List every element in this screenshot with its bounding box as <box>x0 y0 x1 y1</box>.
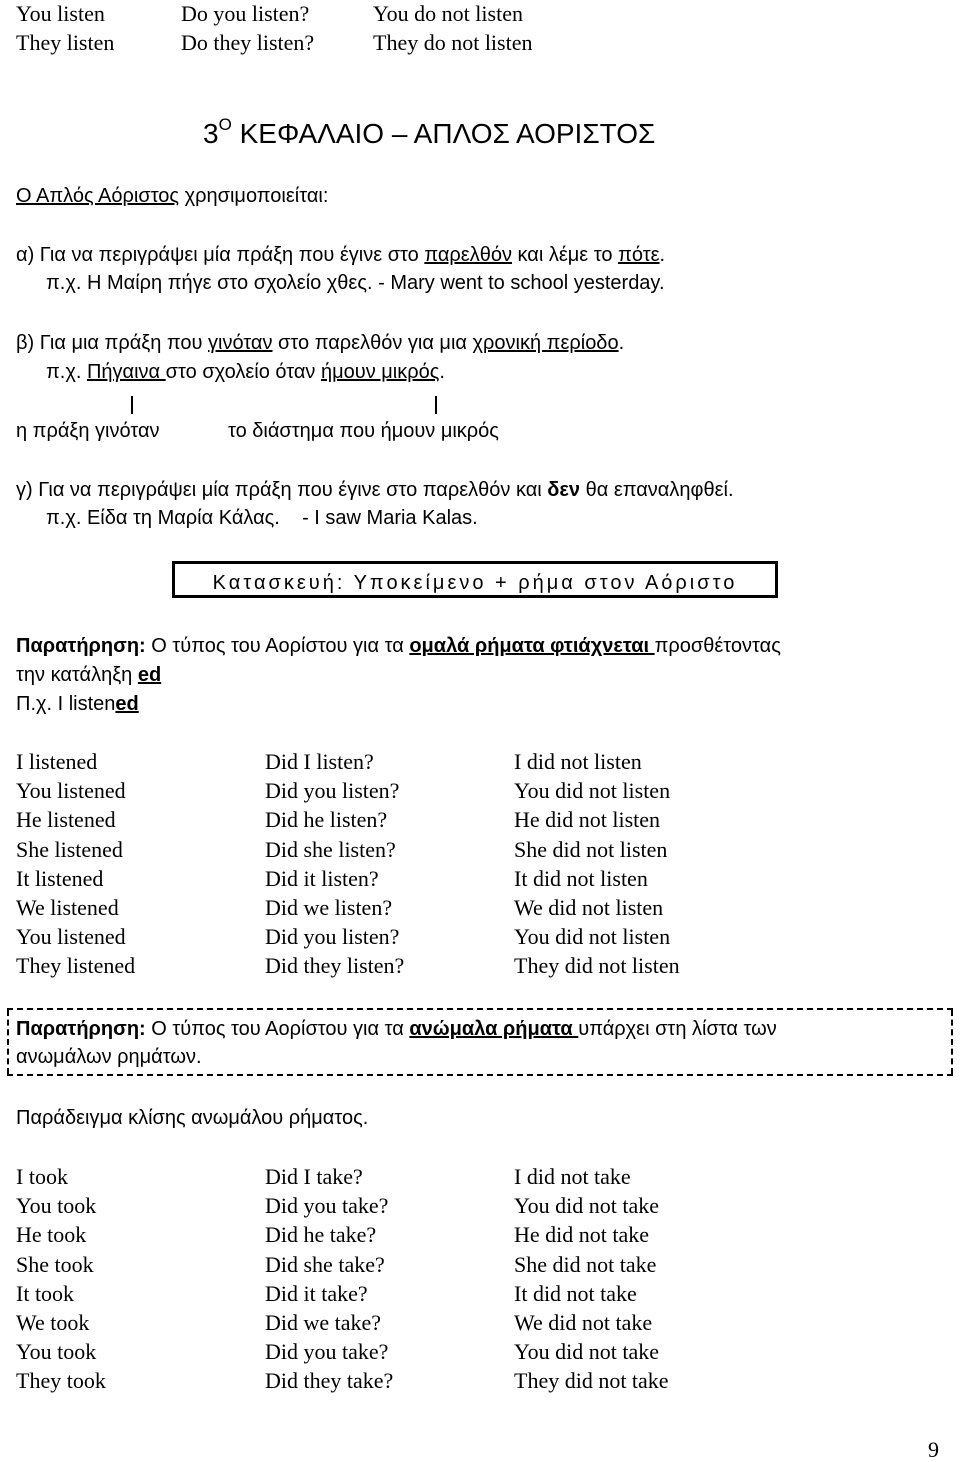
usage-gamma-line: γ) Για να περιγράψει μία πράξη που έγινε στο παρελθόν και δεν θα επαναληφθεί. <box>16 479 734 501</box>
construction-text: Κατασκευή: Υποκείμενο + ρήμα στον Αόριστο <box>212 572 738 594</box>
conjugation-cell: They listened <box>16 953 136 979</box>
conjugation-cell: Did you take? <box>265 1193 389 1219</box>
conjugation-cell: Did I listen? <box>265 749 374 774</box>
regular-verbs-example: Π.χ. I listened <box>16 693 139 715</box>
conjugation-cell: Did they take? <box>265 1368 394 1394</box>
conjugation-cell: It did not take <box>514 1280 637 1306</box>
page-number: 9 <box>928 1437 939 1462</box>
conjugation-cell: Did she take? <box>265 1251 385 1277</box>
conjugation-cell: He did not listen <box>514 807 661 833</box>
conjugation-cell: You took <box>16 1193 97 1219</box>
chapter-title-sup: Ο <box>218 115 232 134</box>
conjugation-cell: Did I take? <box>265 1164 363 1189</box>
conjugation-cell: We took <box>16 1310 90 1335</box>
pointer-bar <box>131 396 133 414</box>
conjugation-cell: He listened <box>16 807 116 833</box>
note-period: το διάστημα που ήμουν μικρός <box>228 420 499 442</box>
example-heading: Παράδειγμα κλίσης ανωμάλου ρήματος. <box>16 1107 369 1129</box>
usage-beta-example: π.χ. Πήγαινα στο σχολείο όταν ήμουν μικρός. <box>46 361 445 383</box>
conjugation-cell: They did not listen <box>514 953 680 979</box>
conjugation-cell: Did you listen? <box>265 924 400 950</box>
conjugation-cell: I took <box>16 1164 68 1189</box>
conjugation-cell: Did it take? <box>265 1280 368 1306</box>
present-cell: They listen <box>16 30 115 55</box>
conjugation-cell: You did not take <box>514 1339 660 1365</box>
conjugation-cell: We did not take <box>514 1310 653 1335</box>
conjugation-cell: They did not take <box>514 1368 669 1394</box>
chapter-title-text: ΚΕΦΑΛΑΙΟ – ΑΠΛΟΣ ΑΟΡΙΣΤΟΣ <box>231 118 656 149</box>
conjugation-cell: She listened <box>16 836 123 862</box>
conjugation-cell: I listened <box>16 749 98 774</box>
conjugation-cell: You took <box>16 1339 97 1365</box>
conjugation-cell: Did he take? <box>265 1222 377 1248</box>
chapter-title-number: 3 <box>203 118 219 149</box>
conjugation-cell: It listened <box>16 865 104 891</box>
conjugation-cell: I did not take <box>514 1164 631 1189</box>
conjugation-cell: You listened <box>16 924 126 950</box>
conjugation-cell: Did you take? <box>265 1339 389 1365</box>
conjugation-cell: Did you listen? <box>265 778 400 804</box>
usage-heading: Ο Απλός Αόριστος χρησιμοποιείται: <box>16 185 329 207</box>
frame-left <box>7 1010 9 1074</box>
conjugation-cell: It did not listen <box>514 865 648 891</box>
conjugation-cell: Did we take? <box>265 1310 382 1335</box>
irregular-verbs-note: Παρατήρηση: Ο τύπος του Αορίστου για τα ανώμαλα ρήματα υπάρχει στη λίστα των <box>16 1018 777 1040</box>
frame-right <box>951 1010 953 1074</box>
usage-beta-line: β) Για μια πράξη που γινόταν στο παρελθόν για μια χρονική περίοδο. <box>16 332 625 354</box>
conjugation-cell: You did not listen <box>514 778 671 804</box>
conjugation-cell: She did not take <box>514 1251 657 1277</box>
conjugation-cell: They took <box>16 1368 106 1394</box>
conjugation-cell: You did not listen <box>514 924 671 950</box>
conjugation-cell: He took <box>16 1222 87 1248</box>
present-cell: Do they listen? <box>181 30 315 55</box>
conjugation-cell: We did not listen <box>514 895 664 920</box>
present-cell: They do not listen <box>373 30 533 55</box>
chapter-title <box>203 115 656 149</box>
conjugation-cell: Did he listen? <box>265 807 388 833</box>
present-cell: You do not listen <box>373 1 523 26</box>
irregular-verbs-note-line2: ανωμάλων ρημάτων. <box>16 1046 202 1068</box>
usage-gamma-example: π.χ. Είδα τη Μαρία Κάλας. - I saw Maria Kalas. <box>46 507 478 529</box>
conjugation-cell: He did not take <box>514 1222 650 1248</box>
conjugation-cell: We listened <box>16 895 119 920</box>
conjugation-cell: You did not take <box>514 1193 660 1219</box>
pointer-bar <box>435 396 437 414</box>
conjugation-cell: Did we listen? <box>265 895 393 920</box>
regular-verbs-note: Παρατήρηση: Ο τύπος του Αορίστου για τα ομαλά ρήματα φτιάχνεται προσθέτοντας <box>16 635 781 657</box>
conjugation-cell: Did it listen? <box>265 865 379 891</box>
conjugation-cell: I did not listen <box>514 749 642 774</box>
conjugation-cell: She took <box>16 1251 94 1277</box>
regular-verbs-ending: την κατάληξη ed <box>16 664 162 686</box>
conjugation-cell: Did they listen? <box>265 953 405 979</box>
present-cell: You listen <box>16 1 105 26</box>
note-action: η πράξη γινόταν <box>16 420 160 442</box>
conjugation-cell: You listened <box>16 778 126 804</box>
present-cell: Do you listen? <box>181 1 310 26</box>
conjugation-cell: It took <box>16 1280 75 1306</box>
conjugation-cell: Did she listen? <box>265 836 396 862</box>
usage-alpha-line: α) Για να περιγράψει μία πράξη που έγινε στο παρελθόν και λέμε το πότε. <box>16 244 666 266</box>
usage-alpha-example: π.χ. Η Μαίρη πήγε στο σχολείο χθες. - Mary went to school yesterday. <box>46 272 665 294</box>
conjugation-cell: She did not listen <box>514 836 668 862</box>
construction-box <box>172 561 778 598</box>
